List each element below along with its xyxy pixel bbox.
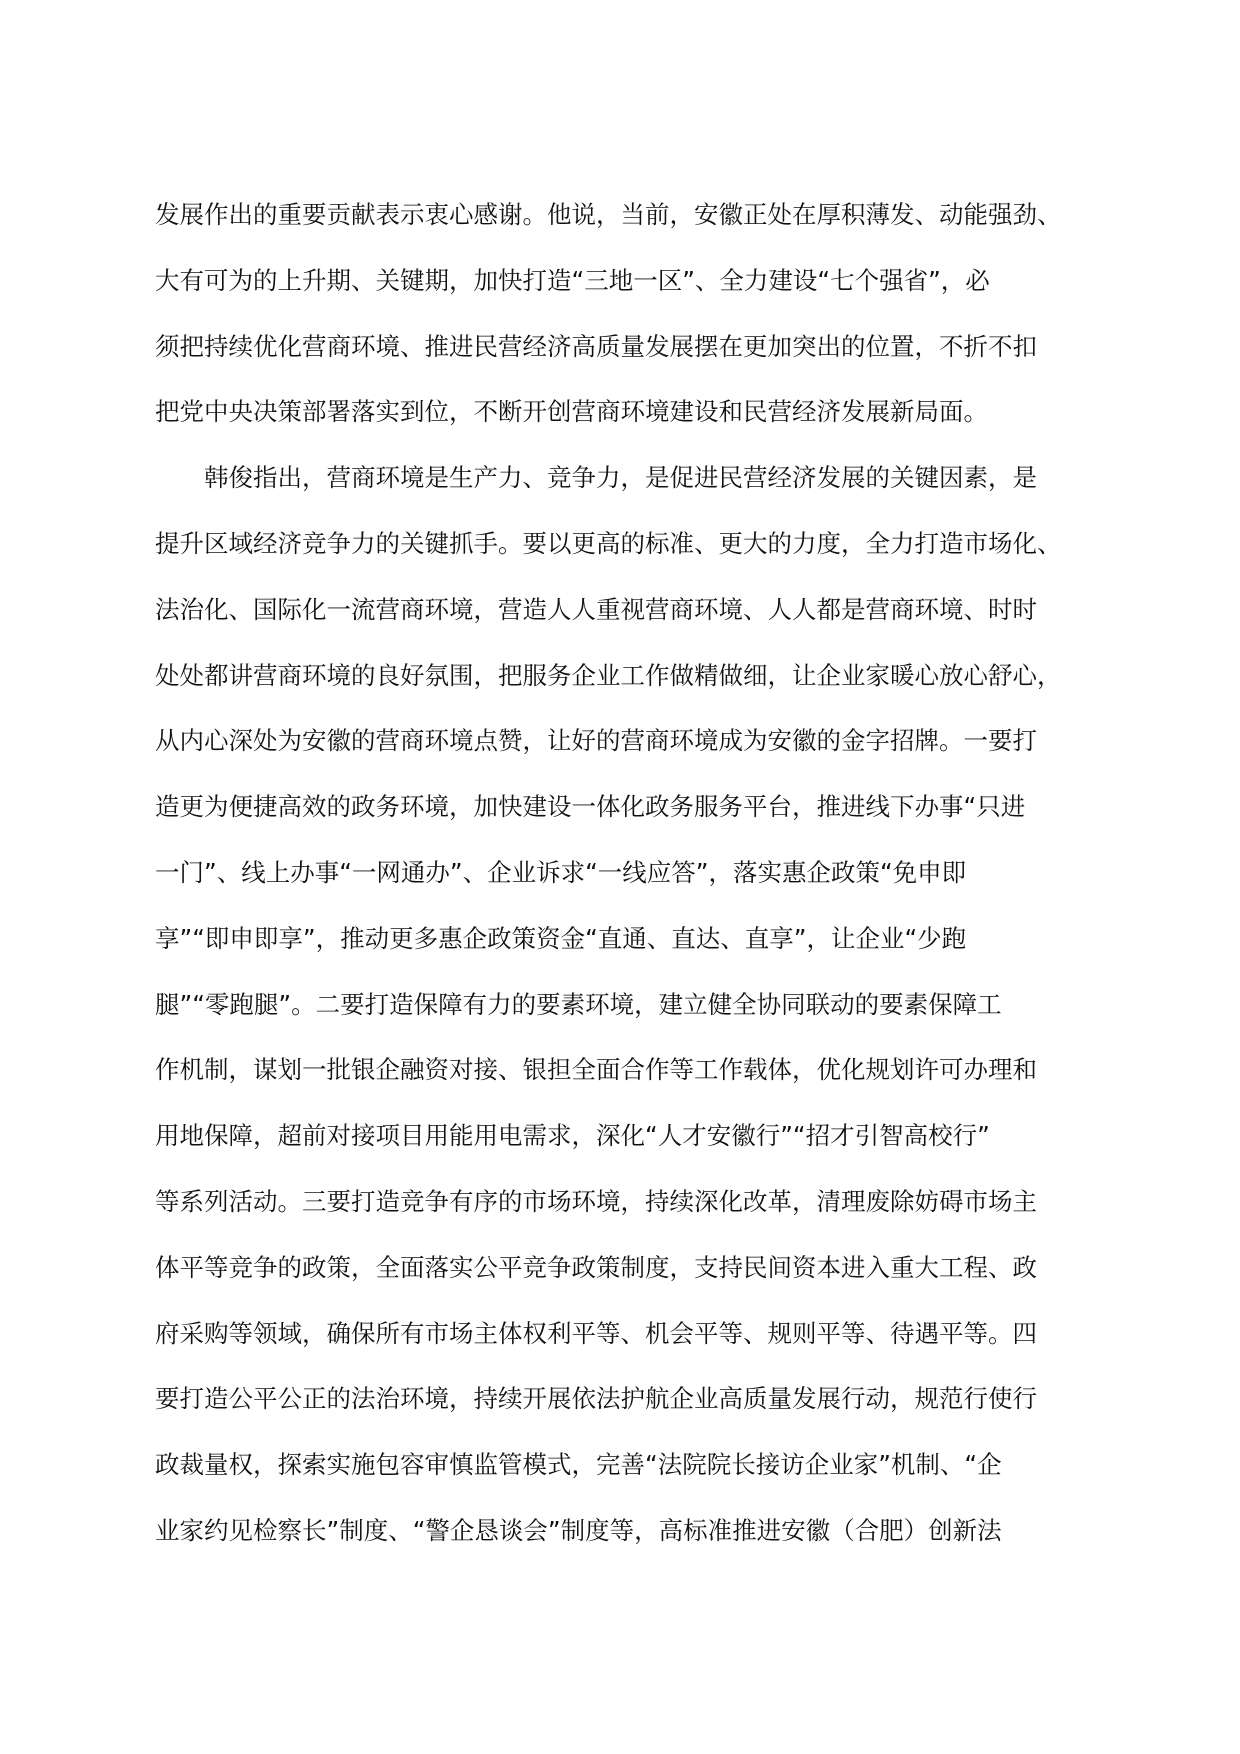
text-line: 腿”“零跑腿”。二要打造保障有力的要素环境，建立健全协同联动的要素保障工 xyxy=(155,989,1002,1019)
text-line: 要打造公平公正的法治环境，持续开展依法护航企业高质量发展行动，规范行使行 xyxy=(155,1384,1037,1414)
text-line: 须把持续优化营商环境、推进民营经济高质量发展摆在更加突出的位置，不折不扣 xyxy=(155,331,1037,361)
text-line: 业家约见检察长”制度、“警企恳谈会”制度等，高标准推进安徽（合肥）创新法 xyxy=(155,1515,1002,1545)
text-line: 作机制，谋划一批银企融资对接、银担全面合作等工作载体，优化规划许可办理和 xyxy=(155,1055,1037,1085)
text-line: 处处都讲营商环境的良好氛围，把服务企业工作做精做细，让企业家暖心放心舒心， xyxy=(155,660,1062,690)
text-line: 府采购等领域，确保所有市场主体权利平等、机会平等、规则平等、待遇平等。四 xyxy=(155,1318,1037,1348)
text-line: 法治化、国际化一流营商环境，营造人人重视营商环境、人人都是营商环境、时时 xyxy=(155,594,1037,624)
text-line: 用地保障，超前对接项目用能用电需求，深化“人才安徽行”“招才引智高校行” xyxy=(155,1121,990,1151)
text-line: 享”“即申即享”，推动更多惠企政策资金“直通、直达、直享”，让企业“少跑 xyxy=(155,923,967,953)
text-line: 大有可为的上升期、关键期，加快打造“三地一区”、全力建设“七个强省”，必 xyxy=(155,265,990,295)
text-line: 提升区域经济竞争力的关键抓手。要以更高的标准、更大的力度，全力打造市场化、 xyxy=(155,528,1062,558)
text-line: 等系列活动。三要打造竞争有序的市场环境，持续深化改革，清理废除妨碍市场主 xyxy=(155,1186,1037,1216)
text-line: 一门”、线上办事“一网通办”、企业诉求“一线应答”，落实惠企政策“免申即 xyxy=(155,857,967,887)
text-line: 政裁量权，探索实施包容审慎监管模式，完善“法院院长接访企业家”机制、“企 xyxy=(155,1450,1002,1480)
text-line: 发展作出的重要贡献表示衷心感谢。他说，当前，安徽正处在厚积薄发、动能强劲、 xyxy=(155,200,1062,229)
text-line: 造更为便捷高效的政务环境，加快建设一体化政务服务平台，推进线下办事“只进 xyxy=(155,792,1026,822)
body-text xyxy=(155,182,1085,1564)
text-line: 体平等竞争的政策，全面落实公平竞争政策制度，支持民间资本进入重大工程、政 xyxy=(155,1252,1037,1282)
text-line: 从内心深处为安徽的营商环境点赞，让好的营商环境成为安徽的金字招牌。一要打 xyxy=(155,726,1037,756)
text-line: 韩俊指出，营商环境是生产力、竞争力，是促进民营经济发展的关键因素，是 xyxy=(155,463,1037,493)
text-line: 把党中央决策部署落实到位，不断开创营商环境建设和民营经济发展新局面。 xyxy=(155,397,988,427)
